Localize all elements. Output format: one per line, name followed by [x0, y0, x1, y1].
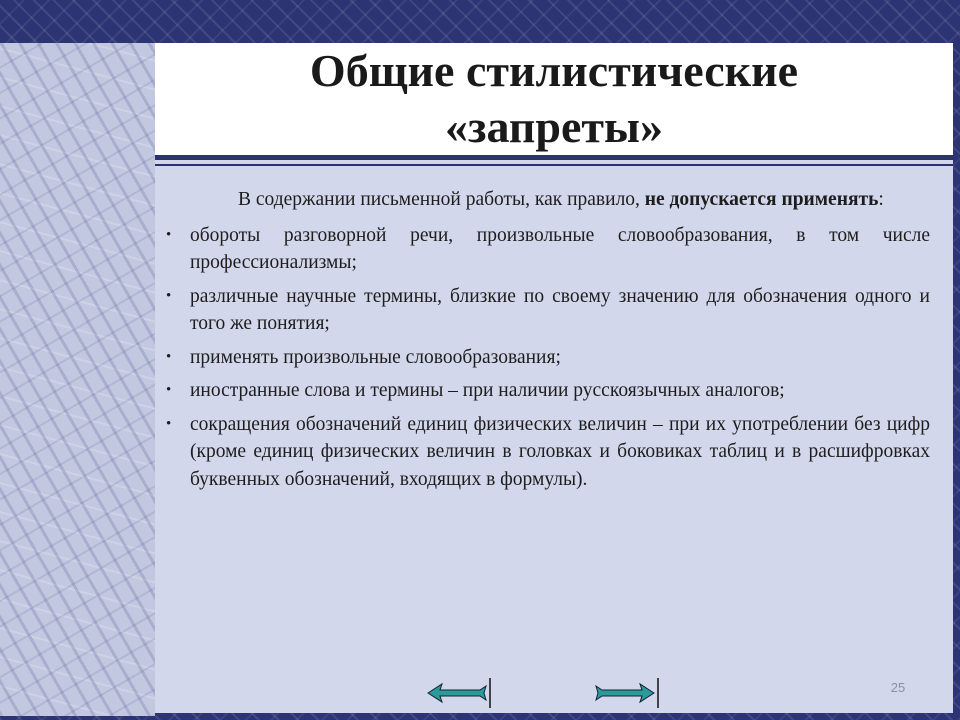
arrow-left-icon — [424, 676, 494, 710]
list-item — [166, 344, 930, 372]
list-item-text: обороты разговорной речи, произвольные словообразования, в том числе профессионализмы; — [190, 224, 930, 273]
bullet-icon: • — [166, 226, 172, 243]
intro-paragraph — [166, 186, 930, 214]
next-slide-button[interactable] — [594, 676, 664, 710]
bullet-icon: • — [166, 287, 172, 304]
intro-emphasis: не допускается применять — [644, 189, 879, 210]
list-item-text: различные научные термины, близкие по своему значению для обозначения одного и того же понятия; — [190, 285, 930, 334]
list-item — [166, 222, 930, 277]
intro-text: В содержании письменной работы, как правило, — [238, 189, 645, 210]
slide-number: 25 — [890, 680, 906, 695]
decorative-pattern-strip — [0, 43, 155, 716]
list-item — [166, 377, 930, 405]
intro-colon: : — [878, 189, 884, 210]
bullet-icon: • — [166, 415, 172, 432]
list-item — [166, 411, 930, 494]
title-divider-thin — [155, 164, 953, 166]
slide-body — [166, 186, 930, 499]
list-item — [166, 283, 930, 338]
list-item-text: иностранные слова и термины – при наличии русскоязычных аналогов; — [190, 380, 785, 401]
title-divider-thick — [155, 155, 953, 160]
previous-slide-button[interactable] — [424, 676, 494, 710]
slide-title: Общие стилистические «запреты» — [309, 45, 799, 152]
arrow-right-icon — [594, 676, 664, 710]
list-item-text: применять произвольные словообразования; — [190, 346, 561, 368]
bullet-icon: • — [166, 382, 172, 398]
prohibitions-list — [166, 222, 930, 494]
bullet-icon: • — [166, 348, 172, 365]
list-item-text: сокращения обозначений единиц физических величин – при их употреблении без цифр (кроме единиц физических величин в головках и боковиках таблиц и в расшифровках буквенных обозначений, входящих в формулы). — [190, 413, 930, 490]
